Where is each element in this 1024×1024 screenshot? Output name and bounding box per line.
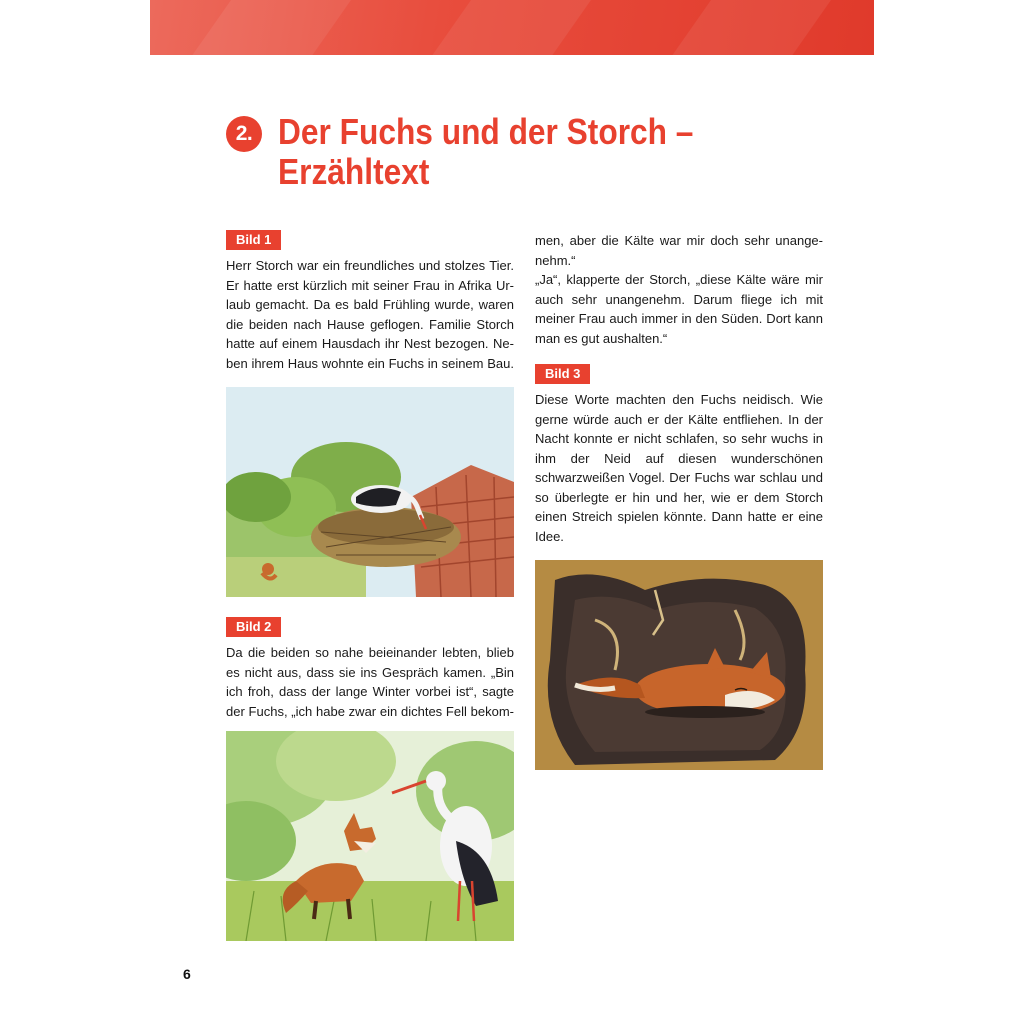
text-line: Idee. <box>535 528 564 544</box>
text-line: Da die beiden so nahe beieinander lebten, blieb <box>226 645 514 660</box>
text-line: der Fuchs, „ich habe zwar ein dichtes Fell bekom- <box>226 703 514 719</box>
illustration-fox-in-den <box>535 560 823 770</box>
text-line: ihm der Neid auf diesen wunderschönen <box>535 450 823 466</box>
section-text-bild-3 <box>535 390 823 546</box>
section-label-bild-3: Bild 3 <box>535 364 590 384</box>
text-line: auch sehr unangenehm. Darum fliege ich mit <box>535 291 823 307</box>
header-band <box>150 0 874 55</box>
chapter-title-line-2: Erzähltext <box>278 151 430 192</box>
text-line: nehm.“ <box>535 252 576 268</box>
text-line: ben ihrem Haus wohnte ein Fuchs in seinem Bau. <box>226 355 514 371</box>
text-line: schwarzweißen Vogel. Der Fuchs war schlau und <box>535 470 823 485</box>
text-line: man es gut aushalten.“ <box>535 330 668 346</box>
section-label-bild-2: Bild 2 <box>226 617 281 637</box>
section-text-bild-2-part-2 <box>535 231 823 348</box>
text-line: laub gemacht. Da es bald Frühling wurde, waren <box>226 297 514 312</box>
text-line: die beiden nach Hause geflogen. Familie Storch <box>226 316 514 332</box>
text-line: ich froh, dass der lange Winter vorbei ist“, sagte <box>226 684 514 699</box>
text-line: „Ja“, klapperte der Storch, „diese Kälte wäre mir <box>535 272 823 287</box>
text-line: men, aber die Kälte war mir doch sehr unange- <box>535 233 823 248</box>
section-text-bild-1 <box>226 256 514 373</box>
chapter-title-line-1: Der Fuchs und der Storch – <box>278 111 694 152</box>
text-line: einen Streich spielen könnte. Dann hatte er eine <box>535 509 823 524</box>
text-line: Diese Worte machten den Fuchs neidisch. Wie <box>535 392 823 407</box>
text-line: Er hatte erst kürzlich mit seiner Frau in Afrika Ur- <box>226 277 514 293</box>
page-number: 6 <box>183 966 191 982</box>
chapter-number-badge: 2. <box>226 116 262 152</box>
text-line: Herr Storch war ein freundliches und stolzes Tier. <box>226 258 514 273</box>
text-line: gerne würde auch er der Kälte entfliehen. In der <box>535 411 823 427</box>
illustration-fox-and-stork <box>226 731 514 941</box>
text-line: so überlegte er hin und her, wie er dem Storch <box>535 489 823 505</box>
text-line: hatte auf einem Hausdach ihr Nest bezogen. Ne- <box>226 336 514 351</box>
text-line: Nacht konnte er nicht schlafen, so sehr wuchs in <box>535 431 823 446</box>
text-line: es nicht aus, dass sie ins Gespräch kamen. „Bin <box>226 664 514 680</box>
section-label-bild-1: Bild 1 <box>226 230 281 250</box>
section-text-bild-2-part-1 <box>226 643 514 721</box>
text-line: meiner Frau auch immer in den Süden. Dort kann <box>535 311 823 326</box>
chapter-title <box>278 112 736 192</box>
illustration-stork-nest <box>226 387 514 597</box>
